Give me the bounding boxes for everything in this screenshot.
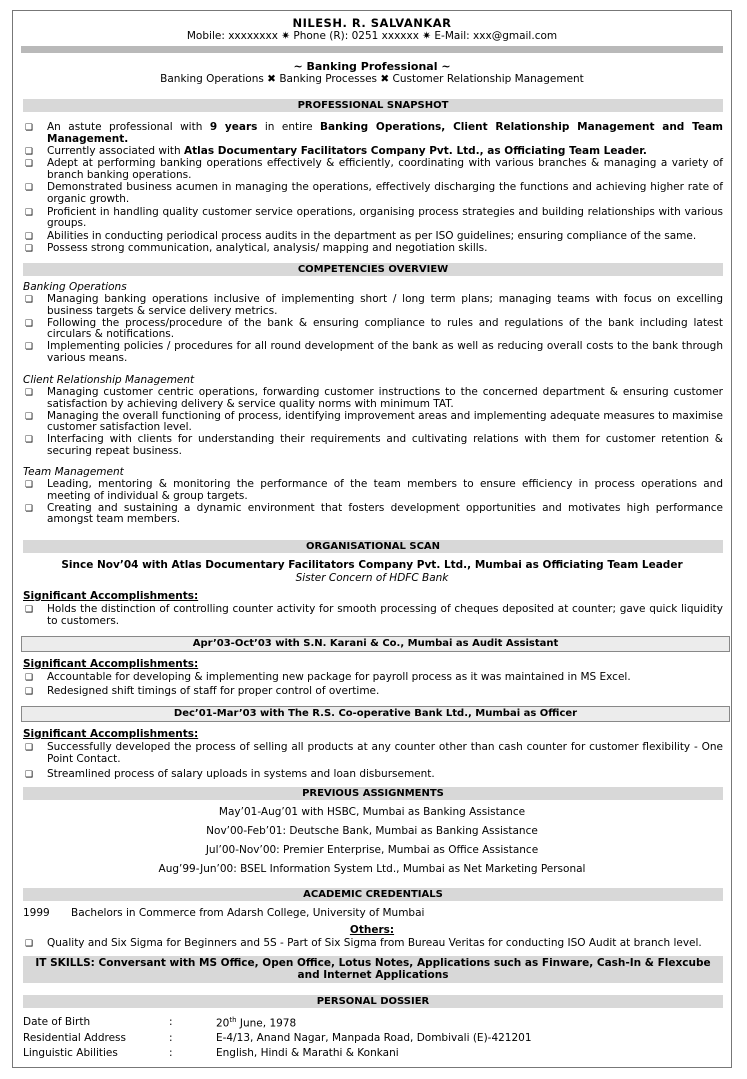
table-row <box>23 1032 532 1048</box>
academic-degree: Bachelors in Commerce from Adarsh College, University of Mumbai <box>71 907 425 919</box>
checkbox-icon: ❑ <box>25 743 34 753</box>
group-title-banking: Banking Operations <box>23 281 127 293</box>
others-list <box>23 938 723 950</box>
list-item: ❏ Creating and sustaining a dynamic environment that fosters development opportunities and motivates high performance amongst team members. <box>25 501 723 526</box>
bullet-icon: ❏ <box>25 243 34 254</box>
section-heading-snapshot: PROFESSIONAL SNAPSHOT <box>23 99 723 112</box>
job1-list <box>23 604 723 628</box>
bullet-icon: ❏ <box>25 388 34 398</box>
accomplishments-label: Significant Accomplishments: <box>23 728 199 740</box>
it-skills-text: : Conversant with MS Office, Open Office, Lotus Notes, Applications such as Finware, Cash-In & Flexcube and Internet Applications <box>90 957 711 981</box>
list-item: ❏ Adept at performing banking operations effectively & efficiently, coordinating with various branches & managing a variety of branch banking operations. <box>25 157 723 182</box>
list-item: ❏ Possess strong communication, analytical, analysis/ mapping and negotiation skills. <box>25 241 488 254</box>
bullet-icon: ❏ <box>25 480 34 490</box>
banking-list <box>23 294 723 365</box>
crm-list <box>23 387 723 458</box>
dossier-value: 20th June, 1978 <box>216 1016 297 1030</box>
list-item: ❏ Currently associated with Atlas Documentary Facilitators Company Pvt. Ltd., as Officiating Team Leader. <box>25 145 647 158</box>
others-label: Others: <box>349 924 395 936</box>
previous-item: May’01-Aug’01 with HSBC, Mumbai as Banking Assistance <box>218 806 526 818</box>
table-row <box>23 1016 532 1032</box>
team-list <box>23 479 723 526</box>
header-divider <box>21 46 723 53</box>
checkbox-icon: ❑ <box>25 939 34 949</box>
previous-item: Nov’00-Feb’01: Deutsche Bank, Mumbai as Banking Assistance <box>206 825 538 837</box>
list-item: ❑ Accountable for developing & implementing new package for payroll process as it was maintained in MS Excel. <box>25 671 631 683</box>
checkbox-icon: ❑ <box>25 673 34 683</box>
dossier-value: English, Hindi & Marathi & Konkani <box>216 1047 399 1059</box>
bullet-icon: ❏ <box>25 147 34 158</box>
bullet-icon: ❏ <box>25 411 34 422</box>
list-item: ❏ Managing the overall functioning of process, identifying improvement areas and implementing adequate measures to maximise customer satisfaction level. <box>25 409 723 434</box>
list-item: ❏ Demonstrated business acumen in managing the operations, effectively discharging the functions and achieving higher rate of organic growth. <box>25 181 723 206</box>
section-heading-academic: ACADEMIC CREDENTIALS <box>23 888 723 901</box>
dossier-label: Linguistic Abilities <box>23 1047 118 1059</box>
table-row <box>23 1047 532 1063</box>
bullet-icon: ❏ <box>25 159 34 170</box>
list-item: ❏ An astute professional with 9 years in entire Banking Operations, Client Relationship Management and Team Management. <box>25 121 723 145</box>
accomplishments-label: Significant Accomplishments: <box>23 658 199 670</box>
candidate-name: NILESH. R. SALVANKAR <box>292 16 452 30</box>
dossier-label: Residential Address <box>23 1031 126 1044</box>
resume-page <box>12 10 732 1068</box>
list-item: ❏ Leading, mentoring & monitoring the performance of the team members to ensure efficiency in process operations and meeting of individual & group targets. <box>25 478 723 502</box>
bullet-icon: ❏ <box>25 183 34 194</box>
job1-title: Since Nov’04 with Atlas Documentary Facilitators Company Pvt. Ltd., Mumbai as Officiating Team Leader <box>61 559 683 571</box>
contact-line: Mobile: xxxxxxxx ✷ Phone (R): 0251 xxxxxx ✷ E-Mail: xxx@gmail.com <box>186 30 558 42</box>
checkbox-icon: ❑ <box>25 686 34 697</box>
it-skills-block <box>23 956 723 983</box>
job3-title: Dec’01-Mar’03 with The R.S. Co-operative Bank Ltd., Mumbai as Officer <box>21 706 730 722</box>
list-item: ❏ Interfacing with clients for understanding their requirements and cultivating relations with them for customer retention & securing repeat business. <box>25 433 723 457</box>
dossier-separator: : <box>169 1047 173 1059</box>
profile-title: ~ Banking Professional ~ <box>293 60 451 73</box>
list-item: ❑ Streamlined process of salary uploads in systems and loan disbursement. <box>25 767 435 780</box>
bullet-icon: ❏ <box>25 435 34 446</box>
dossier-value: E-4/13, Anand Nagar, Manpada Road, Dombivali (E)-421201 <box>216 1031 532 1044</box>
section-heading-previous: PREVIOUS ASSIGNMENTS <box>23 787 723 800</box>
bullet-icon: ❏ <box>25 123 34 133</box>
section-heading-competencies: COMPETENCIES OVERVIEW <box>23 263 723 276</box>
personal-dossier-table <box>23 1016 532 1063</box>
snapshot-list <box>23 122 723 255</box>
bullet-icon: ❏ <box>25 295 34 305</box>
job2-title: Apr’03-Oct’03 with S.N. Karani & Co., Mumbai as Audit Assistant <box>21 636 730 652</box>
list-item: ❏ Proficient in handling quality customer service operations, organising process strategies and building relationships with various groups. <box>25 205 723 230</box>
bullet-icon: ❏ <box>25 207 34 218</box>
dossier-separator: : <box>169 1016 173 1028</box>
list-item: ❏ Managing customer centric operations, forwarding customer instructions to the concerned department & ensuring customer satisfaction by achieving delivery & service quality norms with minimum TAT. <box>25 386 723 410</box>
job3-list <box>23 742 723 780</box>
job1-subtitle: Sister Concern of HDFC Bank <box>295 572 449 584</box>
it-skills-label: IT SKILLS <box>35 957 91 969</box>
checkbox-icon: ❑ <box>25 605 34 615</box>
accomplishments-label: Significant Accomplishments: <box>23 590 199 602</box>
list-item: ❏ Managing banking operations inclusive of implementing short / long term plans; managing teams with focus on excelling business targets & service delivery metrics. <box>25 293 723 317</box>
list-item: ❏ Implementing policies / procedures for all round development of the bank as well as reducing overall costs to the bank through various means. <box>25 340 723 364</box>
group-title-team: Team Management <box>23 466 124 478</box>
group-title-crm: Client Relationship Management <box>23 374 195 386</box>
list-item: ❑ Redesigned shift timings of staff for proper control of overtime. <box>25 684 380 697</box>
job2-list <box>23 672 723 698</box>
list-item: ❏ Abilities in conducting periodical process audits in the department as per ISO guidelines; ensuring compliance of the same. <box>25 229 697 242</box>
dossier-label: Date of Birth <box>23 1016 91 1028</box>
profile-areas: Banking Operations ✖ Banking Processes ✖ Customer Relationship Management <box>160 73 584 85</box>
bullet-icon: ❏ <box>25 342 34 353</box>
section-heading-dossier: PERSONAL DOSSIER <box>23 995 723 1008</box>
list-item: ❑ Quality and Six Sigma for Beginners and 5S - Part of Six Sigma from Bureau Veritas for conducting ISO Audit at branch level. <box>25 937 702 949</box>
bullet-icon: ❏ <box>25 318 34 329</box>
previous-item: Jul’00-Nov’00: Premier Enterprise, Mumbai as Office Assistance <box>205 844 539 856</box>
previous-item: Aug’99-Jun’00: BSEL Information System Ltd., Mumbai as Net Marketing Personal <box>158 863 586 875</box>
bullet-icon: ❏ <box>25 503 34 514</box>
list-item: ❑ Successfully developed the process of selling all products at any counter other than cash counter for customer flexibility - One Point Contact. <box>25 741 723 765</box>
academic-year: 1999 <box>23 907 50 919</box>
bullet-icon: ❏ <box>25 231 34 242</box>
checkbox-icon: ❑ <box>25 769 34 780</box>
section-heading-org-scan: ORGANISATIONAL SCAN <box>23 540 723 553</box>
list-item: ❏ Following the process/procedure of the bank & ensuring compliance to rules and regulations of the bank including latest circulars & notifications. <box>25 316 723 341</box>
list-item: ❑ Holds the distinction of controlling counter activity for smooth processing of cheques deposited at counter; gave quick liquidity to customers. <box>25 603 723 627</box>
dossier-separator: : <box>169 1031 173 1044</box>
